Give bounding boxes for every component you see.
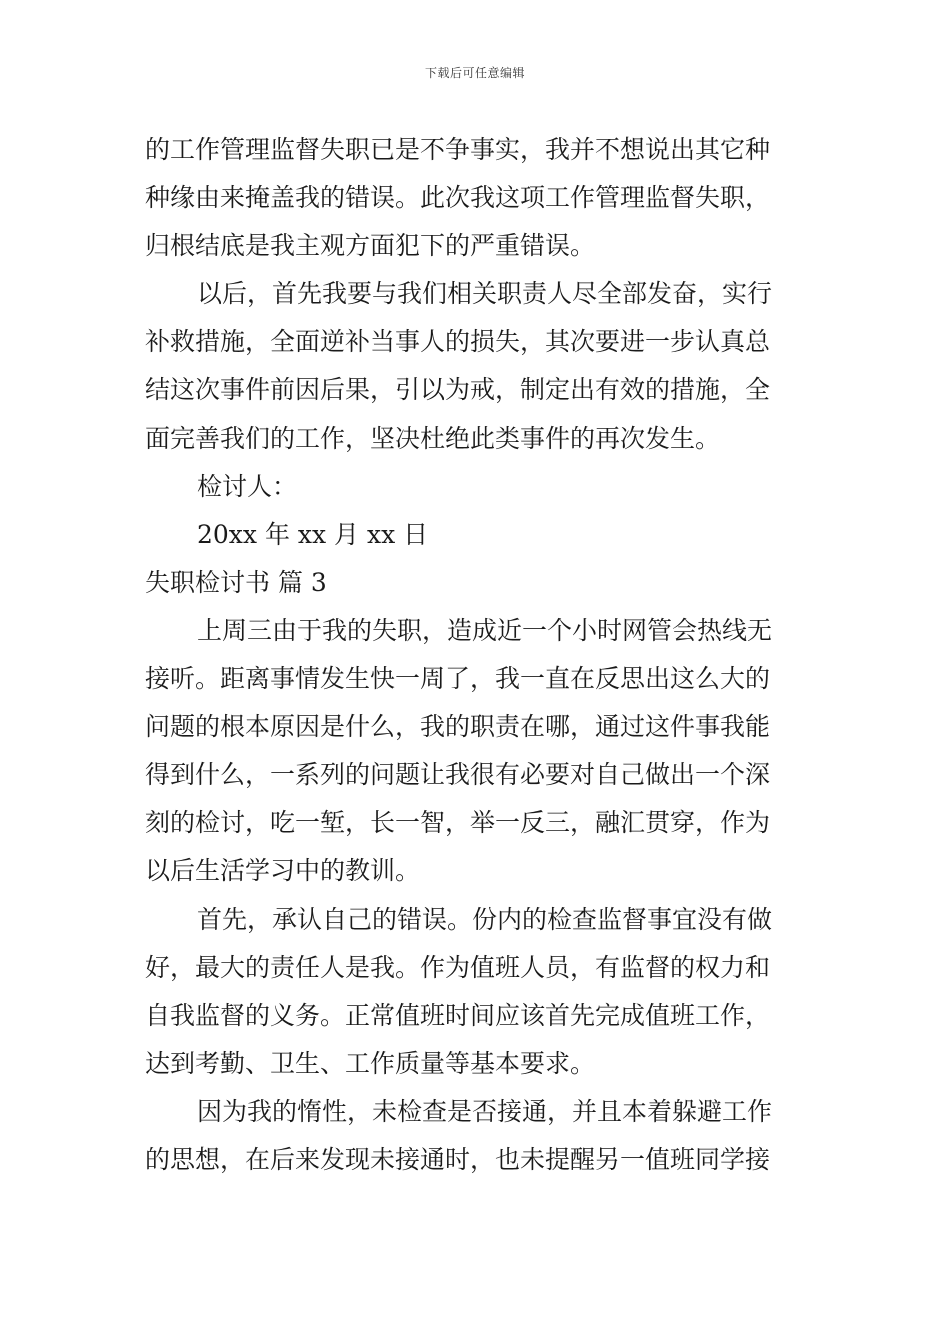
text-line: 好，最大的责任人是我。作为值班人员，有监督的权力和 [145,952,771,982]
text-line: 问题的根本原因是什么，我的职责在哪，通过这件事我能 [145,712,771,742]
text-line: 种缘由来掩盖我的错误。此次我这项工作管理监督失职， [145,183,771,213]
text-line: 的思想，在后来发现未接通时，也未提醒另一值班同学接 [145,1144,771,1174]
document-body [145,126,807,1184]
section-title: 失职检讨书 篇 3 [145,567,327,597]
text-line: 接听。距离事情发生快一周了，我一直在反思出这么大的 [145,664,771,694]
text-line: 刻的检讨，吃一堑，长一智，举一反三，融汇贯穿，作为 [145,808,771,838]
text-line: 的工作管理监督失职已是不争事实，我并不想说出其它种 [145,135,771,164]
text-line: 得到什么，一系列的问题让我很有必要对自己做出一个深 [145,760,771,790]
text-line: 上周三由于我的失职，造成近一个小时网管会热线无 [197,615,773,645]
text-line: 以后生活学习中的教训。 [145,856,421,886]
text-line: 结这次事件前因后果，引以为戒，制定出有效的措施，全 [145,375,771,405]
text-line: 达到考勤、卫生、工作质量等基本要求。 [145,1048,596,1078]
text-line: 首先，承认自己的错误。份内的检查监督事宜没有做 [197,904,773,934]
signature-label: 检讨人： [197,471,298,501]
text-line: 面完善我们的工作，坚决杜绝此类事件的再次发生。 [145,423,721,453]
date-line: 20xx 年 xx 月 xx 日 [197,519,429,549]
text-line: 以后，首先我要与我们相关职责人尽全部发奋，实行 [197,279,773,309]
text-line: 自我监督的义务。正常值班时间应该首先完成值班工作， [145,1000,771,1030]
text-line: 归根结底是我主观方面犯下的严重错误。 [145,231,596,261]
text-line: 因为我的惰性，未检查是否接通，并且本着躲避工作 [197,1096,773,1126]
text-line: 补救措施，全面逆补当事人的损失，其次要进一步认真总 [145,327,771,357]
page-header: 下载后可任意编辑 [424,66,525,80]
